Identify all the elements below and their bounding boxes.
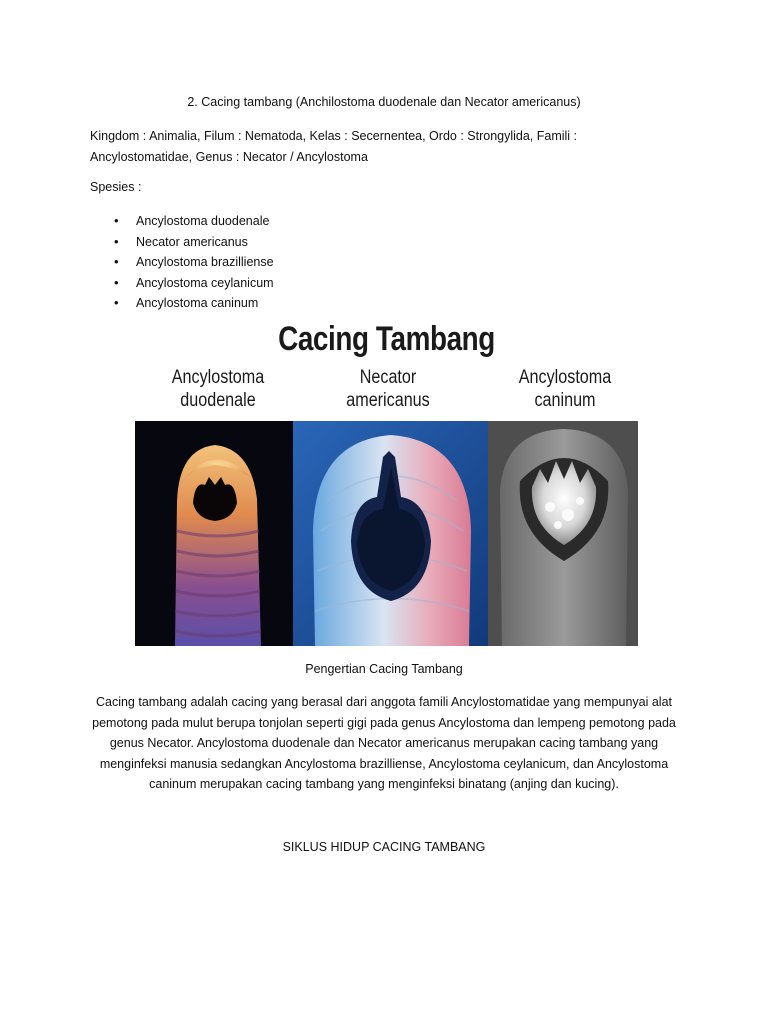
list-item: • Necator americanus [114, 232, 274, 253]
figure-label-duodenale [163, 366, 274, 412]
figure-label-line: duodenale [180, 390, 256, 411]
list-item: • Ancylostoma ceylanicum [114, 273, 274, 294]
figure-caption: Pengertian Cacing Tambang [305, 662, 463, 676]
micrograph-caninum [488, 421, 638, 646]
list-item: • Ancylostoma duodenale [114, 211, 274, 232]
section-title: SIKLUS HIDUP CACING TAMBANG [282, 840, 486, 854]
figure-label-line: caninum [534, 390, 596, 411]
figure-label-necator [333, 366, 444, 412]
micrograph-duodenale [135, 421, 293, 646]
figure-label-caninum [510, 366, 621, 412]
hookworm-figure [135, 316, 638, 646]
section-heading: 2. Cacing tambang (Anchilostoma duodenale dan Necator americanus) [187, 95, 581, 109]
figure-label-line: Necator [359, 367, 417, 388]
species-list [114, 211, 274, 314]
list-item: • Ancylostoma caninum [114, 293, 274, 314]
species-label: Spesies : [90, 180, 142, 194]
taxonomy-paragraph: Kingdom : Animalia, Filum : Nematoda, Kelas : Secernentea, Ordo : Strongylida, Famili : Ancylostomatidae, Genus : Necator / Ancylostoma [90, 129, 578, 164]
micrograph-necator [293, 421, 488, 646]
micrograph-panels [135, 421, 638, 646]
description-paragraph: Cacing tambang adalah cacing yang berasal dari anggota famili Ancylostomatidae yang mempunyai alat pemotong pada mulut berupa tonjolan seperti gigi pada genus Ancylostoma dan lempeng pemotong pada genus Necator. Ancylostoma duodenale dan Necator americanus merupakan cacing tambang yang menginfeksi manusia sedangkan Ancylostoma brazilliense, Ancylostoma ceylanicum, dan Ancylostoma caninum merupakan cacing tambang yang menginfeksi binatang (anjing dan kucing). [92, 695, 676, 791]
figure-title: Cacing Tambang [278, 320, 495, 358]
figure-label-line: Ancylostoma [171, 367, 265, 388]
list-item: • Ancylostoma brazilliense [114, 252, 274, 273]
figure-label-line: Ancylostoma [518, 367, 612, 388]
figure-label-line: americanus [346, 390, 430, 411]
